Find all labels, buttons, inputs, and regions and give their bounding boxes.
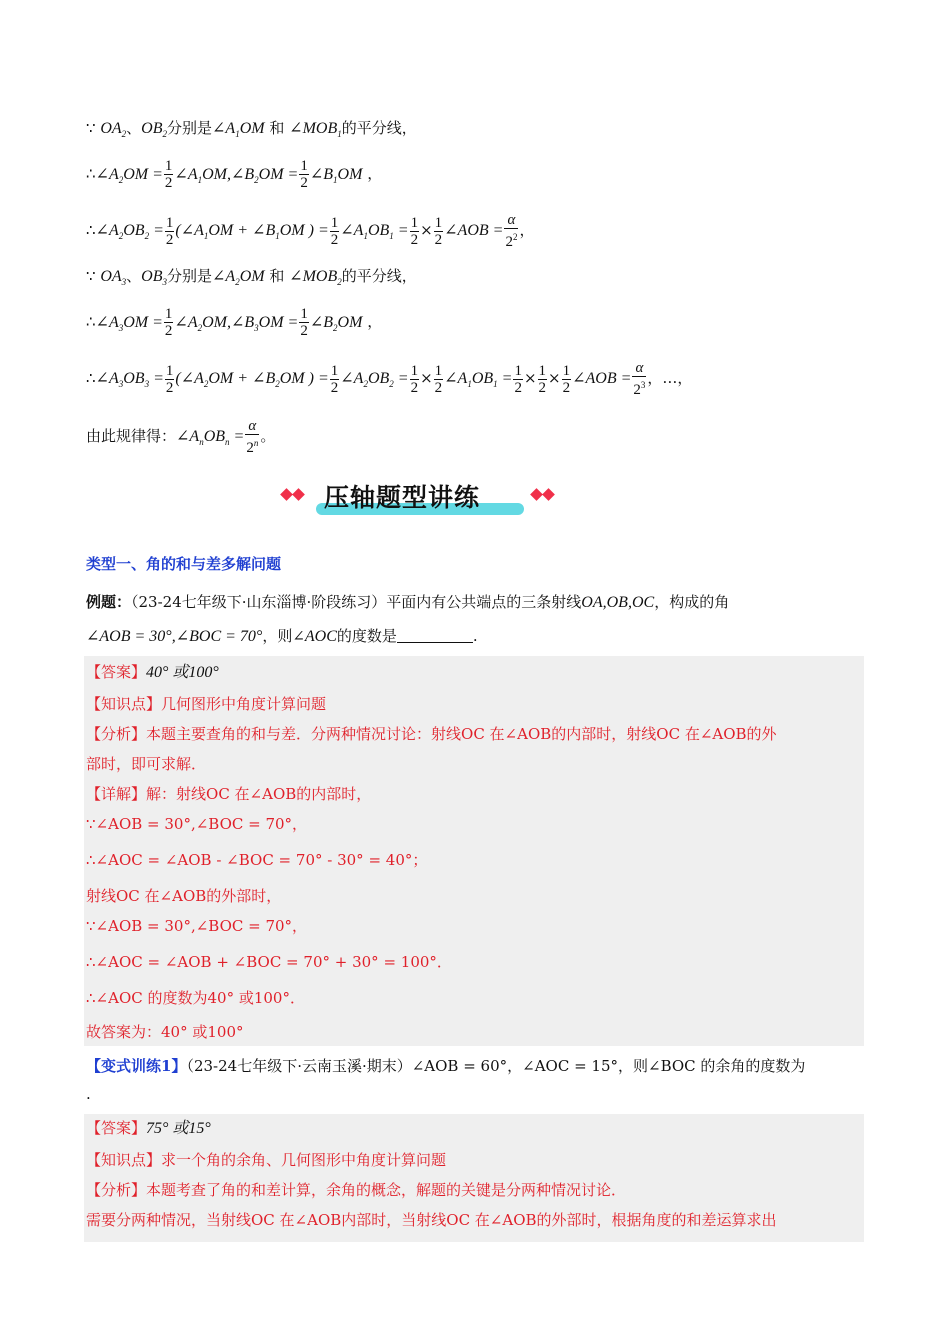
example-detail-7: ∴∠AOC 的度数为40° 或100°． (86, 989, 305, 1007)
derivation-line-3: $\therefore\angle A_2OB_2$ = $\frac{1}{2}$ ($\angle A_1OM$ + $\angle B_1OM$ ) = $\frac{1}{2}$ $\angle A_1OB_1$ = $\frac{1}{2}$ × $\frac{1}{2}$ ∠AOB = $\frac{\alpha}{2^2}$ ， (86, 212, 535, 250)
variant1-answer: 【答案】75° 或15° (86, 1119, 211, 1137)
example-knowledge-point: 【知识点】几何图形中角度计算问题 (86, 695, 327, 713)
example-final: 故答案为：40° 或100° (86, 1023, 244, 1041)
derivation-line-2: $\therefore\angle A_2OM$ = $\frac{1}{2}$ $\angle A_1OM,\angle B_2OM$ = $\frac{1}{2}$ $\angle B_1OM$ ， (86, 158, 383, 191)
banner-title: 压轴题型讲练 (324, 483, 481, 512)
example-answer: 【答案】40° 或100° (86, 663, 219, 681)
derivation-line-1: ∵ $OA_2$、$OB_2$分别是$\angle A_1OM$ 和 $\angle MOB_1$的平分线， (86, 119, 417, 140)
example-detail-2: ∵∠AOB = 30°,∠BOC = 70°， (86, 815, 308, 833)
derivation-line-6: $\therefore\angle A_3OB_3$ = $\frac{1}{2}$ ($\angle A_2OM$ + $\angle B_2OM$ ) = $\frac{1}{2}$ $\angle A_2OB_2$ = $\frac{1}{2}$ × $\frac{1}{2}$ $\angle A_1OB_1$ = $\frac{1}{2}$ × $\frac{1}{2}$ × $\frac{1}{2}$ ∠AOB = $\frac{\alpha}{2^3}$ ，…， (86, 360, 693, 398)
derivation-line-4: ∵ $OA_3$、$OB_3$分别是$\angle A_2OM$ 和 $\angle MOB_2$的平分线， (86, 267, 417, 288)
diamond-icon (530, 488, 543, 501)
example-analysis: 【分析】本题主要查角的和与差．分两种情况讨论：射线OC 在∠AOB的内部时，射线OC 在∠AOB的外 (86, 725, 777, 743)
example-analysis-cont: 部时，即可求解． (86, 755, 207, 773)
section-heading: 类型一、角的和与差多解问题 (86, 555, 282, 573)
example-detail-6: ∴∠AOC = ∠AOB + ∠BOC = 70° + 30° = 100°． (86, 953, 452, 971)
derivation-conclusion: 由此规律得：$\angle A_nOB_n$ = $\frac{\alpha}{2^n}$ 。 (86, 418, 276, 456)
example-detail-3: ∴∠AOC = ∠AOB - ∠BOC = 70° - 30° = 40°； (86, 851, 428, 869)
example-question: 例题：（23-24七年级下·山东淄博·阶段练习）平面内有公共端点的三条射线OA,OB,OC，构成的角 (86, 593, 730, 611)
derivation-line-5: $\therefore\angle A_3OM$ = $\frac{1}{2}$ $\angle A_2OM,\angle B_3OM$ = $\frac{1}{2}$ $\angle B_2OM$ ， (86, 306, 383, 339)
variant1-question: 【变式训练1】（23-24七年级下·云南玉溪·期末）∠AOB = 60°，∠AOC = 15°，则∠BOC 的余角的度数为 (86, 1057, 806, 1075)
variant1-analysis-cont: 需要分两种情况，当射线OC 在∠AOB内部时，当射线OC 在∠AOB的外部时，根据角度的和差运算求出 (86, 1211, 777, 1229)
variant1-question-cont: . (86, 1085, 91, 1103)
section-banner (280, 476, 570, 520)
answer-blank (397, 628, 473, 643)
variant1-analysis: 【分析】本题考查了角的和差计算，余角的概念，解题的关键是分两种情况讨论． (86, 1181, 627, 1199)
example-detail-4: 射线OC 在∠AOB的外部时， (86, 887, 282, 905)
example-detail-5: ∵∠AOB = 30°,∠BOC = 70°， (86, 917, 308, 935)
example-detail: 【详解】解：射线OC 在∠AOB的内部时， (86, 785, 372, 803)
diamond-icon (542, 488, 555, 501)
diamond-icon (280, 488, 293, 501)
diamond-icon (292, 488, 305, 501)
example-question-cont: ∠AOB = 30°,∠BOC = 70°，则∠AOC的度数是 . (86, 627, 478, 645)
variant1-knowledge-point: 【知识点】求一个角的余角、几何图形中角度计算问题 (86, 1151, 447, 1169)
